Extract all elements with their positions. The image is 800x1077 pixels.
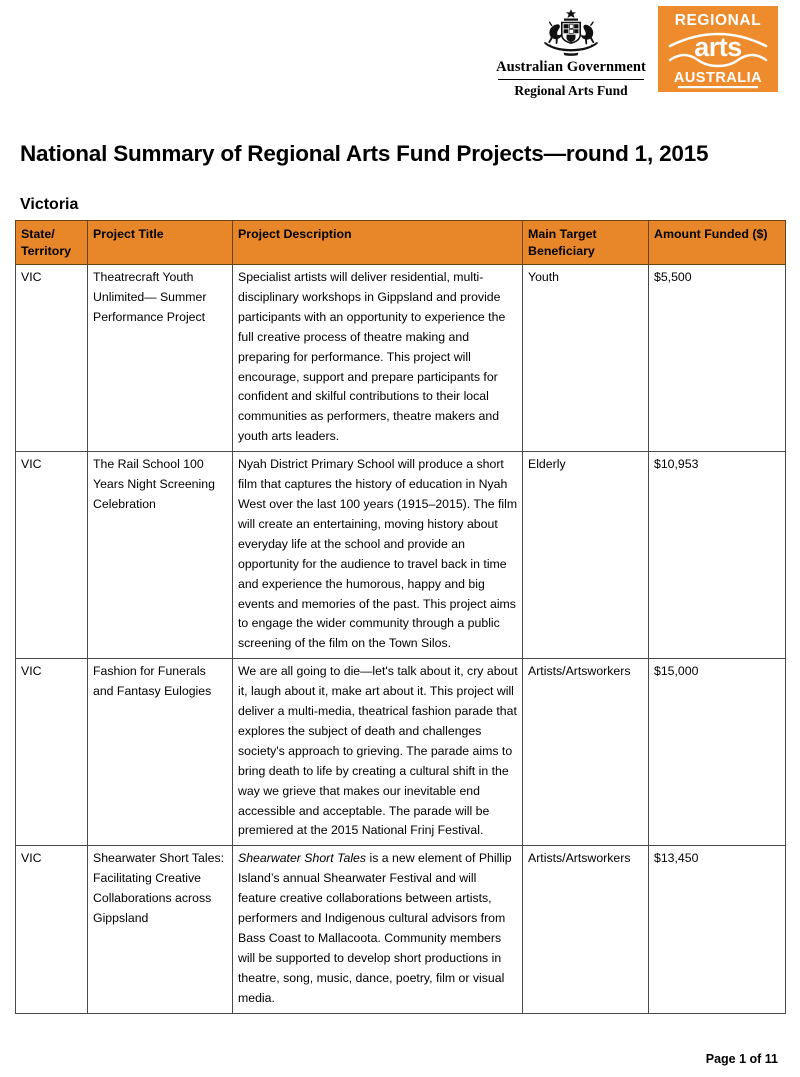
page-footer [0,1052,778,1066]
description-text: Specialist artists will deliver residential, multi-disciplinary workshops in Gippsland and provide participants with an opportunity to experience the full creative process of theatre making and preparing for performance. This project will encourage, support and prepare participants for confident and skilful contributions to their local communities as performers, theatre makers and youth arts leaders. [238,270,506,444]
cell-project-title: Fashion for Funerals and Fantasy Eulogies [88,659,233,846]
cell-amount: $10,953 [649,452,786,659]
government-logo-line2: Regional Arts Fund [514,83,628,98]
description-italic-lead: Shearwater Short Tales [238,851,367,866]
column-header-amount-funded: Amount Funded ($) [649,221,786,265]
cell-project-title: Shearwater Short Tales: Facilitating Creative Collaborations across Gippsland [88,846,233,1013]
cell-project-description [233,265,523,452]
table-body [16,265,786,1014]
cell-beneficiary: Elderly [523,452,649,659]
state-heading: Victoria [20,196,79,214]
australian-coat-of-arms-icon [523,8,619,58]
australian-government-logo [496,6,658,99]
column-header-main-target-beneficiary: Main Target Beneficiary [523,221,649,265]
cell-beneficiary: Artists/Artsworkers [523,846,649,1013]
cell-amount: $15,000 [649,659,786,846]
column-header-project-description: Project Description [233,221,523,265]
government-logo-line1: Australian Government [496,59,646,75]
table-row [16,265,786,452]
cell-beneficiary: Artists/Artsworkers [523,659,649,846]
cell-beneficiary: Youth [523,265,649,452]
government-logo-divider [498,79,644,80]
table-row [16,846,786,1013]
page-title: National Summary of Regional Arts Fund Projects—round 1, 2015 [20,141,709,167]
cell-state: VIC [16,265,88,452]
svg-text:AUSTRALIA: AUSTRALIA [673,70,763,86]
column-header-project-title: Project Title [88,221,233,265]
regional-arts-australia-logo-icon [658,6,778,92]
table-header-row [16,221,786,265]
table-row [16,452,786,659]
cell-state: VIC [16,846,88,1013]
cell-project-description [233,659,523,846]
svg-text:arts: arts [694,32,742,62]
cell-state: VIC [16,452,88,659]
page-number: Page 1 of 11 [705,1052,778,1066]
description-text: We are all going to die—let's talk about it, cry about it, laugh about it, make art about it. This project will deliver a multi-media, theatrical fashion parade that explores the subject of death and challenges society's approach to grieving. The parade aims to bring death to life by creating a cultural shift in the way we grieve that makes our inevitable end accessible and acceptable. The parade will be premiered at the 2015 National Frinj Festival. [238,664,518,838]
cell-amount: $5,500 [649,265,786,452]
description-text: Nyah District Primary School will produce a short film that captures the history of education in Nyah West over the last 100 years (1915–2015). The film will create an entertaining, moving history about everyday life at the school and provide an opportunity for the audience to travel back in time and experience the humorous, happy and big events and memories of the past. This project aims to engage the wider community through a public screening of the film on the Town Silos. [238,457,518,651]
description-text: is a new element of Phillip Island’s annual Shearwater Festival and will feature creative collaborations between artists, performers and Indigenous cultural advisors from Bass Coast to Mallacoota. Community members will be supported to develop short productions in theatre, song, music, dance, poetry, film or visual media. [238,851,512,1005]
cell-project-title: The Rail School 100 Years Night Screening Celebration [88,452,233,659]
cell-project-title: Theatrecraft Youth Unlimited— Summer Performance Project [88,265,233,452]
cell-amount: $13,450 [649,846,786,1013]
cell-project-description [233,452,523,659]
table-row [16,659,786,846]
regional-arts-australia-logo [658,6,778,92]
page-header [496,6,778,99]
cell-project-description [233,846,523,1013]
projects-table-container [15,220,785,1014]
svg-text:REGIONAL: REGIONAL [674,12,762,29]
projects-table [15,220,786,1014]
cell-state: VIC [16,659,88,846]
column-header-state-territory: State/ Territory [16,221,88,265]
